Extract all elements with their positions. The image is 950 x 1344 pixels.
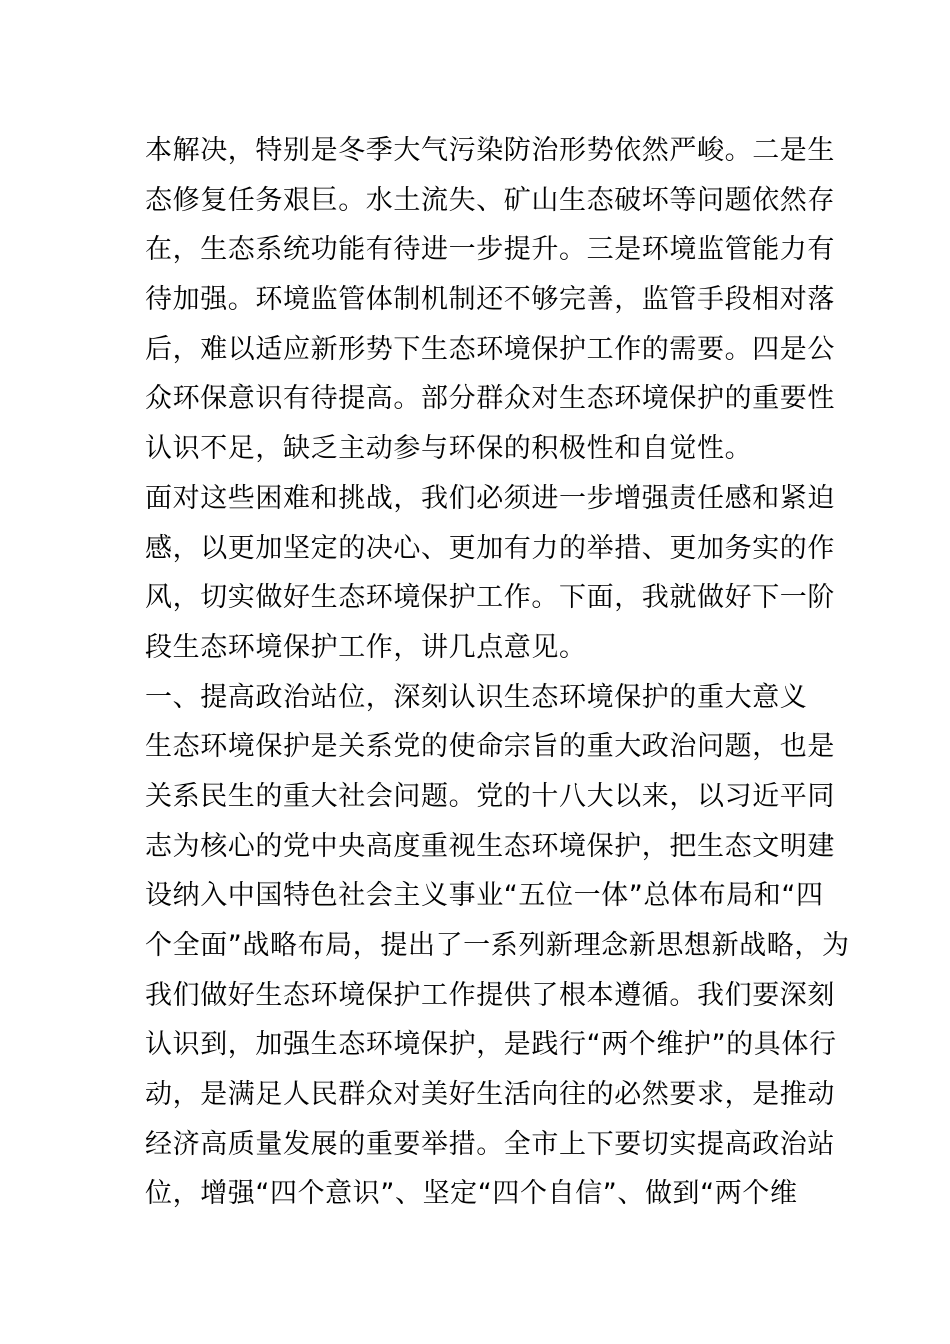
text-line: 关系民生的重大社会问题。党的十八大以来，以习近平同 (145, 780, 835, 812)
text-line: 生态环境保护是关系党的使命宗旨的重大政治问题，也是 (145, 731, 835, 763)
text-line: 在，生态系统功能有待进一步提升。三是环境监管能力有 (145, 234, 835, 266)
text-line: 后，难以适应新形势下生态环境保护工作的需要。四是公 (145, 333, 835, 365)
text-line: 位，增强“四个意识”、坚定“四个自信”、做到“两个维 (145, 1178, 798, 1210)
text-line: 态修复任务艰巨。水土流失、矿山生态破坏等问题依然存 (145, 184, 835, 216)
text-line: 段生态环境保护工作，讲几点意见。 (145, 631, 587, 663)
text-line: 动，是满足人民群众对美好生活向往的必然要求，是推动 (145, 1079, 835, 1111)
text-line: 经济高质量发展的重要举措。全市上下要切实提高政治站 (145, 1128, 835, 1160)
text-line: 面对这些困难和挑战，我们必须进一步增强责任感和紧迫 (145, 482, 835, 514)
text-line: 众环保意识有待提高。部分群众对生态环境保护的重要性 (145, 383, 835, 415)
text-line: 志为核心的党中央高度重视生态环境保护，把生态文明建 (145, 830, 835, 862)
text-line: 设纳入中国特色社会主义事业“五位一体”总体布局和“四 (145, 880, 824, 912)
text-line: 我们做好生态环境保护工作提供了根本遵循。我们要深刻 (145, 979, 835, 1011)
text-line: 本解决，特别是冬季大气污染防治形势依然严峻。二是生 (145, 135, 835, 166)
text-line: 个全面”战略布局，提出了一系列新理念新思想新战略，为 (145, 930, 850, 961)
text-line: 感，以更加坚定的决心、更加有力的举措、更加务实的作 (145, 532, 835, 564)
text-line: 待加强。环境监管体制机制还不够完善，监管手段相对落 (145, 284, 835, 316)
body-text (145, 126, 850, 1219)
section-heading: 一、提高政治站位，深刻认识生态环境保护的重大意义 (145, 681, 808, 713)
text-line: 风，切实做好生态环境保护工作。下面，我就做好下一阶 (145, 582, 835, 614)
text-line: 认识不足，缺乏主动参与环保的积极性和自觉性。 (145, 433, 753, 465)
text-line: 认识到，加强生态环境保护，是践行“两个维护”的具体行 (145, 1029, 837, 1061)
